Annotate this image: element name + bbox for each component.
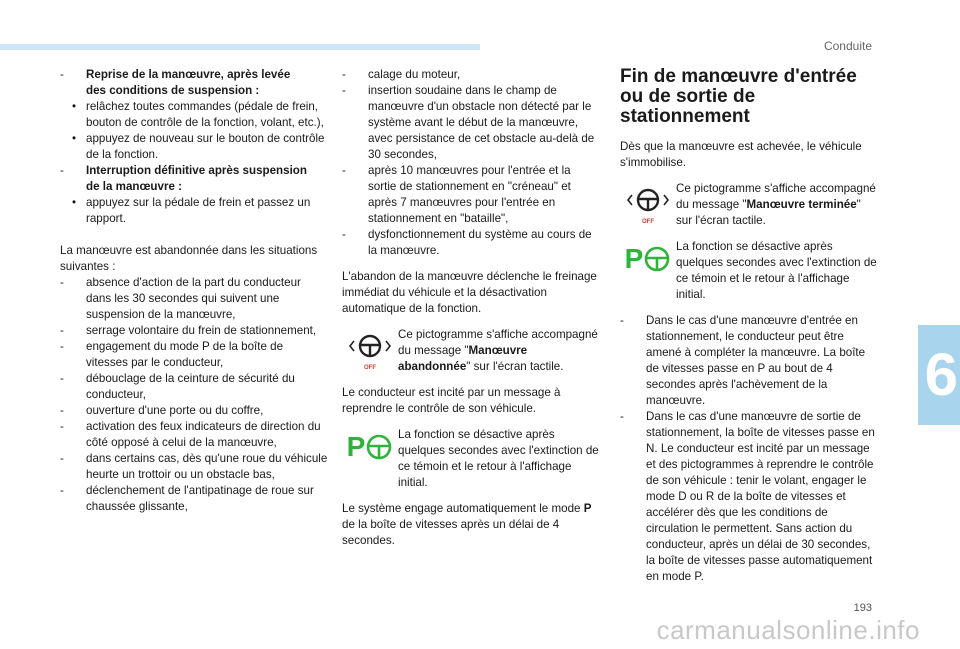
text: " sur l'écran tactile. bbox=[466, 360, 564, 373]
message-name: Manœuvre abandonnée bbox=[398, 344, 528, 373]
column-3 bbox=[620, 67, 878, 585]
text: Le système engage automatiquement le mode bbox=[342, 502, 584, 515]
list-item: • appuyez de nouveau sur le bouton de contrôle de la fonction. bbox=[60, 131, 328, 163]
end-deactivation-row bbox=[620, 239, 878, 303]
list-item bbox=[60, 163, 328, 227]
list-item: - Dans le cas d'une manœuvre d'entrée en stationnement, le conducteur peut être amené à compléter la manœuvre. La boîte de vitesses passe en P au bout de 4 secondes après l'achèvement de la manœuvre. bbox=[620, 313, 878, 409]
park-assist-green-icon bbox=[620, 239, 676, 273]
abandon-intro: La manœuvre est abandonnée dans les situations suivantes : bbox=[60, 244, 318, 273]
text: " sur l'écran tactile. bbox=[676, 198, 861, 227]
abandon-icon-text bbox=[398, 327, 602, 375]
message-name: Manœuvre terminée bbox=[746, 198, 857, 211]
suspension-list bbox=[60, 67, 328, 227]
off-label: OFF bbox=[364, 365, 376, 371]
end-deactivation-text: La fonction se désactive après quelques secondes avec l'extinction de ce témoin et le retour à l'affichage initial. bbox=[676, 240, 877, 301]
park-assist-green-icon bbox=[342, 427, 398, 461]
list-item: - serrage volontaire du frein de stationnement, bbox=[60, 323, 328, 339]
list-item: - dysfonctionnement du système au cours de la manœuvre. bbox=[342, 227, 602, 259]
end-intro: Dès que la manœuvre est achevée, le véhicule s'immobilise. bbox=[620, 140, 862, 169]
resume-title-line2: des conditions de suspension : bbox=[86, 84, 260, 97]
watermark: carmanualsonline.info bbox=[656, 615, 920, 645]
end-icon-text bbox=[676, 181, 878, 229]
list-item: • relâchez toutes commandes (pédale de frein, bouton de contrôle de la fonction, volant, etc.), bbox=[60, 99, 328, 131]
list-item: - ouverture d'une porte ou du coffre, bbox=[60, 403, 328, 419]
stop-title-line1: Interruption définitive après suspension bbox=[86, 164, 307, 177]
list-item: - absence d'action de la part du conducteur dans les 30 secondes qui suivent une suspension de la manœuvre, bbox=[60, 275, 328, 323]
steering-wheel-off-icon bbox=[620, 181, 676, 227]
p-letter: P bbox=[624, 243, 644, 274]
page-number: 193 bbox=[853, 602, 872, 614]
off-label: OFF bbox=[642, 219, 654, 225]
list-item: - déclenchement de l'antipatinage de roue sur chaussée glissante, bbox=[60, 483, 328, 515]
p-letter: P bbox=[346, 431, 366, 462]
resume-title-line1: Reprise de la manœuvre, après levée bbox=[86, 68, 291, 81]
section-heading: Fin de manœuvre d'entrée ou de sortie de stationnement bbox=[620, 66, 857, 127]
list-item: - insertion soudaine dans le champ de manœuvre d'un obstacle non détecté par le système avant le début de la manœuvre, avec persistance de cet obstacle au-delà de 30 secondes, bbox=[342, 83, 602, 163]
deactivation-icon-row bbox=[342, 427, 602, 491]
abandon-cases-continued bbox=[342, 67, 602, 259]
list-item: • appuyez sur la pédale de frein et passez un rapport. bbox=[60, 195, 328, 227]
chapter-number: 6 bbox=[924, 341, 958, 408]
abandon-cases bbox=[60, 275, 328, 515]
header-accent-bar bbox=[0, 44, 480, 50]
end-cases bbox=[620, 313, 878, 585]
incite-paragraph: Le conducteur est incité par un message à reprendre le contrôle de son véhicule. bbox=[342, 386, 561, 415]
column-1 bbox=[60, 67, 328, 515]
text: de la boîte de vitesses après un délai de 4 secondes. bbox=[342, 518, 560, 547]
text: Ce pictogramme s'affiche accompagné du message " bbox=[398, 328, 598, 357]
list-item: - Dans le cas d'une manœuvre de sortie de stationnement, la boîte de vitesses passe en N. Le conducteur est incité par un message et des pictogrammes à reprendre le contrôle de son véhicule : tenir le volant, engager le mode D ou R de la boîte de vitesses et accélérer dès que les conditions de circulation le permettent. Sans action du conducteur, après un délai de 30 secondes, la boîte de vitesses passe automatiquement en mode P. bbox=[620, 409, 878, 585]
abandon-icon-row bbox=[342, 327, 602, 375]
final-paragraph bbox=[342, 501, 602, 549]
stop-title-line2: de la manœuvre : bbox=[86, 180, 182, 193]
column-2 bbox=[342, 67, 602, 559]
section-title: Conduite bbox=[823, 39, 872, 53]
steering-wheel-off-icon bbox=[342, 327, 398, 373]
list-item: - calage du moteur, bbox=[342, 67, 602, 83]
list-item bbox=[60, 67, 328, 163]
list-item: - débouclage de la ceinture de sécurité du conducteur, bbox=[60, 371, 328, 403]
end-icon-row bbox=[620, 181, 878, 229]
gear-p: P bbox=[583, 502, 592, 515]
list-item: - après 10 manœuvres pour l'entrée et la sortie de stationnement en "créneau" et après 7 manœuvres pour l'entrée en stationnement en "bataille", bbox=[342, 163, 602, 227]
list-item: - engagement du mode P de la boîte de vitesses par le conducteur, bbox=[60, 339, 328, 371]
list-item: - activation des feux indicateurs de direction du côté opposé à celui de la manœuvre, bbox=[60, 419, 328, 451]
abandon-paragraph: L'abandon de la manœuvre déclenche le freinage immédiat du véhicule et la désactivation automatique de la fonction. bbox=[342, 270, 597, 315]
text: Ce pictogramme s'affiche accompagné du message " bbox=[676, 182, 876, 211]
deactivation-text: La fonction se désactive après quelques secondes avec l'extinction de ce témoin et le retour à l'affichage initial. bbox=[398, 428, 599, 489]
list-item: - dans certains cas, dès qu'une roue du véhicule heurte un trottoir ou un obstacle bas, bbox=[60, 451, 328, 483]
